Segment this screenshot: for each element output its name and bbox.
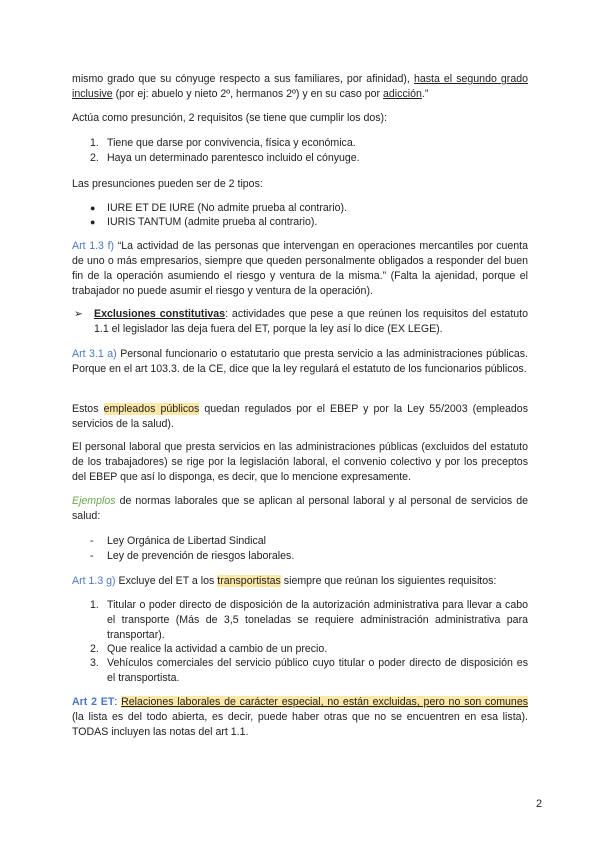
text: (la lista es del todo abierta, es decir, puede haber otras que no se encuentren en esa lista). TODAS incluyen las notas del art 1.1.: [72, 711, 528, 738]
paragraph-art-2-et: [72, 695, 528, 740]
text: quedan regulados por el EBEP y por la Ley 55/2003 (empleados servicios de la salud).: [72, 403, 528, 430]
list-marker: 1.: [90, 599, 99, 611]
text: “La actividad de las personas que intervengan en operaciones mercantiles por cuenta de uno o más empresarios, siempre que queden personalmente obligados a responder del buen fin de la operación asumiendo el riesgo y ventura de la misma.” (Falta la ajenidad, porque el trabajador no puede asumir el riesgo y ventura de la operación).: [72, 240, 529, 297]
list-marker: 1.: [90, 137, 99, 149]
list-marker: 2.: [90, 152, 99, 164]
paragraph-ejemplos: [72, 494, 528, 524]
text: Estos: [72, 403, 104, 415]
article-reference: Art 1.3 g): [72, 575, 116, 587]
paragraph-art-1-3-g: [72, 574, 528, 589]
highlighted-text: Relaciones laborales de carácter especial, no están excluidas, pero no son comunes: [121, 696, 529, 708]
list-item-text: IURIS TANTUM (admite prueba al contrario).: [107, 216, 318, 228]
paragraph-presumption-types: Las presunciones pueden ser de 2 tipos:: [72, 178, 263, 190]
page-number: 2: [536, 798, 543, 810]
bullet-icon: ●: [90, 217, 96, 227]
article-reference: Art 2 ET: [72, 696, 115, 708]
list-item-text: IURE ET DE IURE (No admite prueba al contrario).: [107, 202, 348, 214]
text: : actividades que pese a que reúnen los requisitos del estatuto 1.1 el legislador las deja fuera del ET, porque la ley así lo dice (EX LEGE).: [94, 308, 528, 335]
arrow-bullet-icon: ➢: [74, 308, 83, 320]
list-item-text: Ley Orgánica de Libertad Sindical: [107, 535, 267, 547]
text: Personal funcionario o estatutario que presta servicio a las administraciones públicas. Porque en el art 103.3. de la CE, dice que la ley regulará el estatuto de los funcionarios públicos.: [72, 348, 528, 375]
highlighted-text: empleados públicos: [103, 403, 200, 415]
exclusions-text: [94, 307, 528, 337]
list-marker: -: [90, 535, 94, 547]
article-reference: Art 1.3 f): [72, 240, 115, 252]
list-item-text: Haya un determinado parentesco incluido el cónyuge.: [107, 152, 360, 164]
paragraph-presumption: Actúa como presunción, 2 requisitos (se tiene que cumplir los dos):: [72, 112, 388, 124]
underlined-text: adicción: [383, 88, 422, 100]
list-marker: -: [90, 550, 94, 562]
text: mismo grado que su cónyuge respecto a sus familiares, por afinidad),: [72, 73, 414, 85]
list-item-text: Tiene que darse por convivencia, física y económica.: [107, 137, 356, 149]
exclusions-title: Exclusiones constitutivas: [94, 308, 226, 320]
article-reference: Art 3.1 a): [72, 348, 117, 360]
paragraph-art-1-3-f: [72, 239, 528, 299]
text: :: [114, 696, 122, 708]
list-marker: 3.: [90, 657, 99, 669]
underlined-text: hasta el segundo grado inclusive: [72, 73, 528, 100]
text: de normas laborales que se aplican al personal laboral y al personal de servicios de salud:: [72, 495, 528, 522]
text: Excluye del ET a los: [115, 575, 218, 587]
list-item-text: Titular o poder directo de disposición de la autorización administrativa para llevar a cabo el transporte (Más de 3,5 toneladas se requiere administración administrativa para transportar).: [107, 599, 528, 641]
list-item-text: Vehículos comerciales del servicio público cuyo titular o poder directo de disposición es el transportista.: [107, 657, 528, 684]
paragraph-affinity: [72, 72, 528, 102]
paragraph-personal-laboral: El personal laboral que presta servicios en las administraciones públicas (excluidos del estatuto de los trabajadores) se rige por la legislación laboral, el convenio colectivo y por los preceptos del EBEP que así lo disponga, es decir, que lo mencione expresamente.: [72, 441, 528, 483]
text: siempre que reúnan los siguientes requisitos:: [280, 575, 497, 587]
list-item-text: Que realice la actividad a cambio de un precio.: [107, 643, 328, 655]
highlighted-text: transportistas: [217, 575, 281, 587]
list-item-text: Ley de prevención de riesgos laborales.: [107, 550, 295, 562]
text: (por ej: abuelo y nieto 2º, hermanos 2º) y en su caso por: [112, 88, 384, 100]
bullet-icon: ●: [90, 203, 96, 213]
paragraph-art-3-1-a: [72, 347, 528, 377]
paragraph-empleados: [72, 402, 528, 432]
list-marker: 2.: [90, 643, 99, 655]
example-label: Ejemplos: [72, 495, 116, 507]
text: .”: [421, 88, 429, 100]
